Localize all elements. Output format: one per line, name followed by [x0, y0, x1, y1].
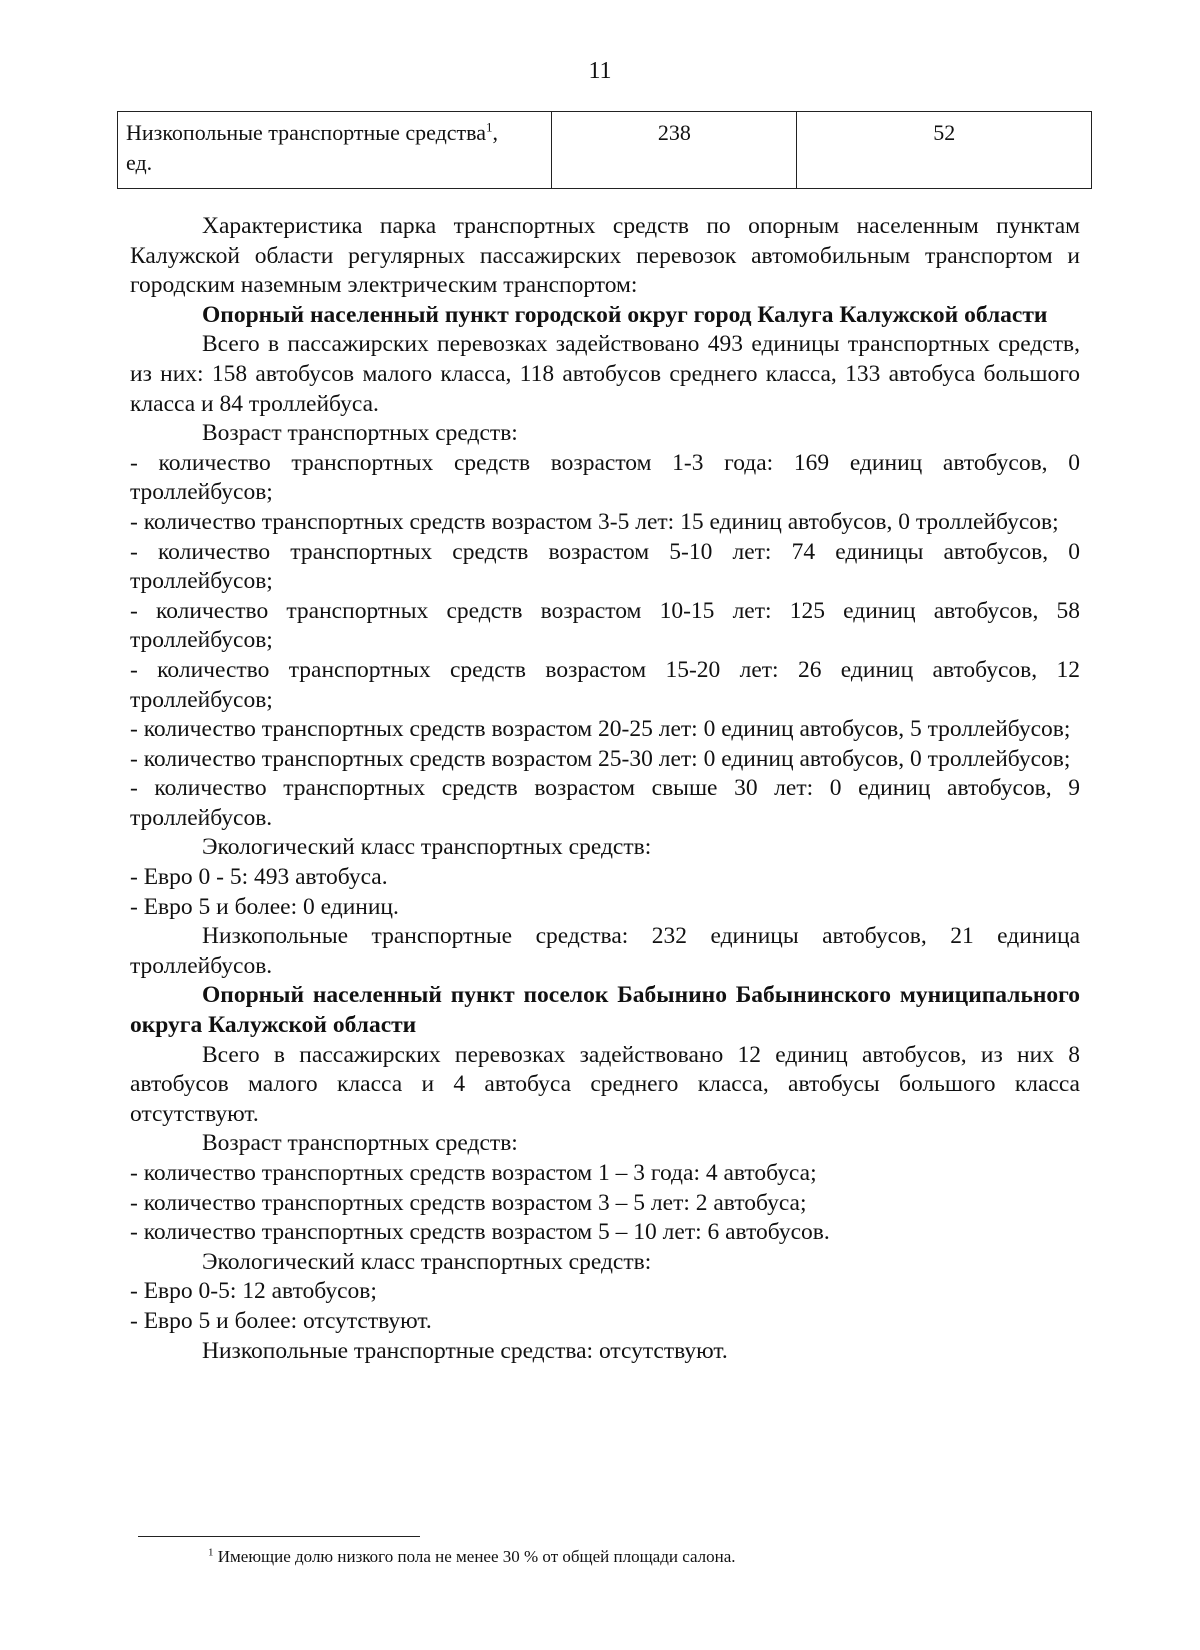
- list-item: - количество транспортных средств возрастом 5 – 10 лет: 6 автобусов.: [130, 1219, 830, 1246]
- footnote-reference: 1: [486, 119, 493, 135]
- table-row: [118, 112, 1092, 189]
- row-label-suffix: ,: [492, 120, 499, 145]
- paragraph-babynino-lowfloor: Низкопольные транспортные средства: отсутствуют.: [202, 1337, 728, 1364]
- paragraph-babynino-total: Всего в пассажирских перевозках задействовано 12 единиц автобусов, из них 8 автобусов малого класса и 4 автобуса среднего класса, автобусы большого класса отсутствуют.: [130, 1041, 1080, 1127]
- list-item: - количество транспортных средств возрастом 5-10 лет: 74 единицы автобусов, 0 троллейбусов;: [130, 538, 1080, 595]
- list-item: - количество транспортных средств возрастом свыше 30 лет: 0 единиц автобусов, 9 троллейбусов.: [130, 775, 1080, 831]
- paragraph-kaluga-age-title: Возраст транспортных средств:: [202, 420, 518, 447]
- paragraph-kaluga-eco-title: Экологический класс транспортных средств:: [202, 834, 652, 861]
- list-item: - Евро 5 и более: 0 единиц.: [130, 893, 399, 920]
- list-item: - количество транспортных средств возрастом 10-15 лет: 125 единиц автобусов, 58 троллейбусов;: [130, 597, 1080, 654]
- summary-table: [117, 111, 1092, 189]
- list-item: - количество транспортных средств возрастом 1-3 года: 169 единиц автобусов, 0 троллейбусов;: [130, 449, 1080, 506]
- list-item: - количество транспортных средств возрастом 20-25 лет: 0 единиц автобусов, 5 троллейбусов;: [130, 716, 1071, 743]
- paragraph-kaluga-lowfloor: Низкопольные транспортные средства: 232 единицы автобусов, 21 единица троллейбусов.: [130, 923, 1080, 979]
- footnote: [208, 1546, 736, 1568]
- intro-paragraph: Характеристика парка транспортных средств по опорным населенным пунктам Калужской области регулярных пассажирских перевозок автомобильным транспортом и городским наземным электрическим транспортом:: [130, 213, 1080, 299]
- table-cell-label: [118, 112, 552, 189]
- footnote-mark: 1: [208, 1546, 214, 1559]
- footnote-text: Имеющие долю низкого пола не менее 30 % от общей площади салона.: [213, 1547, 736, 1566]
- row-label: Низкопольные транспортные средства: [126, 120, 487, 145]
- section-heading-babynino: Опорный населенный пункт поселок Бабынино Бабынинского муниципального округа Калужской области: [130, 982, 1080, 1039]
- list-item: - количество транспортных средств возрастом 15-20 лет: 26 единиц автобусов, 12 троллейбусов;: [130, 656, 1080, 713]
- list-item: - количество транспортных средств возрастом 3-5 лет: 15 единиц автобусов, 0 троллейбусов;: [130, 508, 1059, 535]
- list-item: - количество транспортных средств возрастом 25-30 лет: 0 единиц автобусов, 0 троллейбусов;: [130, 745, 1071, 772]
- paragraph-babynino-age-title: Возраст транспортных средств:: [202, 1130, 518, 1157]
- section-heading-kaluga: Опорный населенный пункт городской округ город Калуга Калужской области: [202, 301, 1048, 328]
- row-label-unit: ед.: [126, 150, 153, 175]
- document-body: [130, 212, 1080, 1366]
- list-item: - количество транспортных средств возрастом 3 – 5 лет: 2 автобуса;: [130, 1189, 807, 1216]
- paragraph-babynino-eco-title: Экологический класс транспортных средств:: [202, 1248, 652, 1275]
- list-item: - количество транспортных средств возрастом 1 – 3 года: 4 автобуса;: [130, 1160, 817, 1186]
- page-number: 11: [588, 58, 612, 84]
- list-item: - Евро 0-5: 12 автобусов;: [130, 1278, 377, 1305]
- paragraph-kaluga-total: Всего в пассажирских перевозках задействовано 493 единицы транспортных средств, из них: 158 автобусов малого класса, 118 автобусов среднего класса, 133 автобуса большого класса и 84 троллейбуса.: [130, 331, 1080, 417]
- list-item: - Евро 5 и более: отсутствуют.: [130, 1307, 432, 1334]
- footnote-divider: [138, 1536, 420, 1537]
- table-cell-value-1: 238: [552, 112, 797, 189]
- list-item: - Евро 0 - 5: 493 автобуса.: [130, 864, 388, 891]
- table-cell-value-2: 52: [797, 112, 1092, 189]
